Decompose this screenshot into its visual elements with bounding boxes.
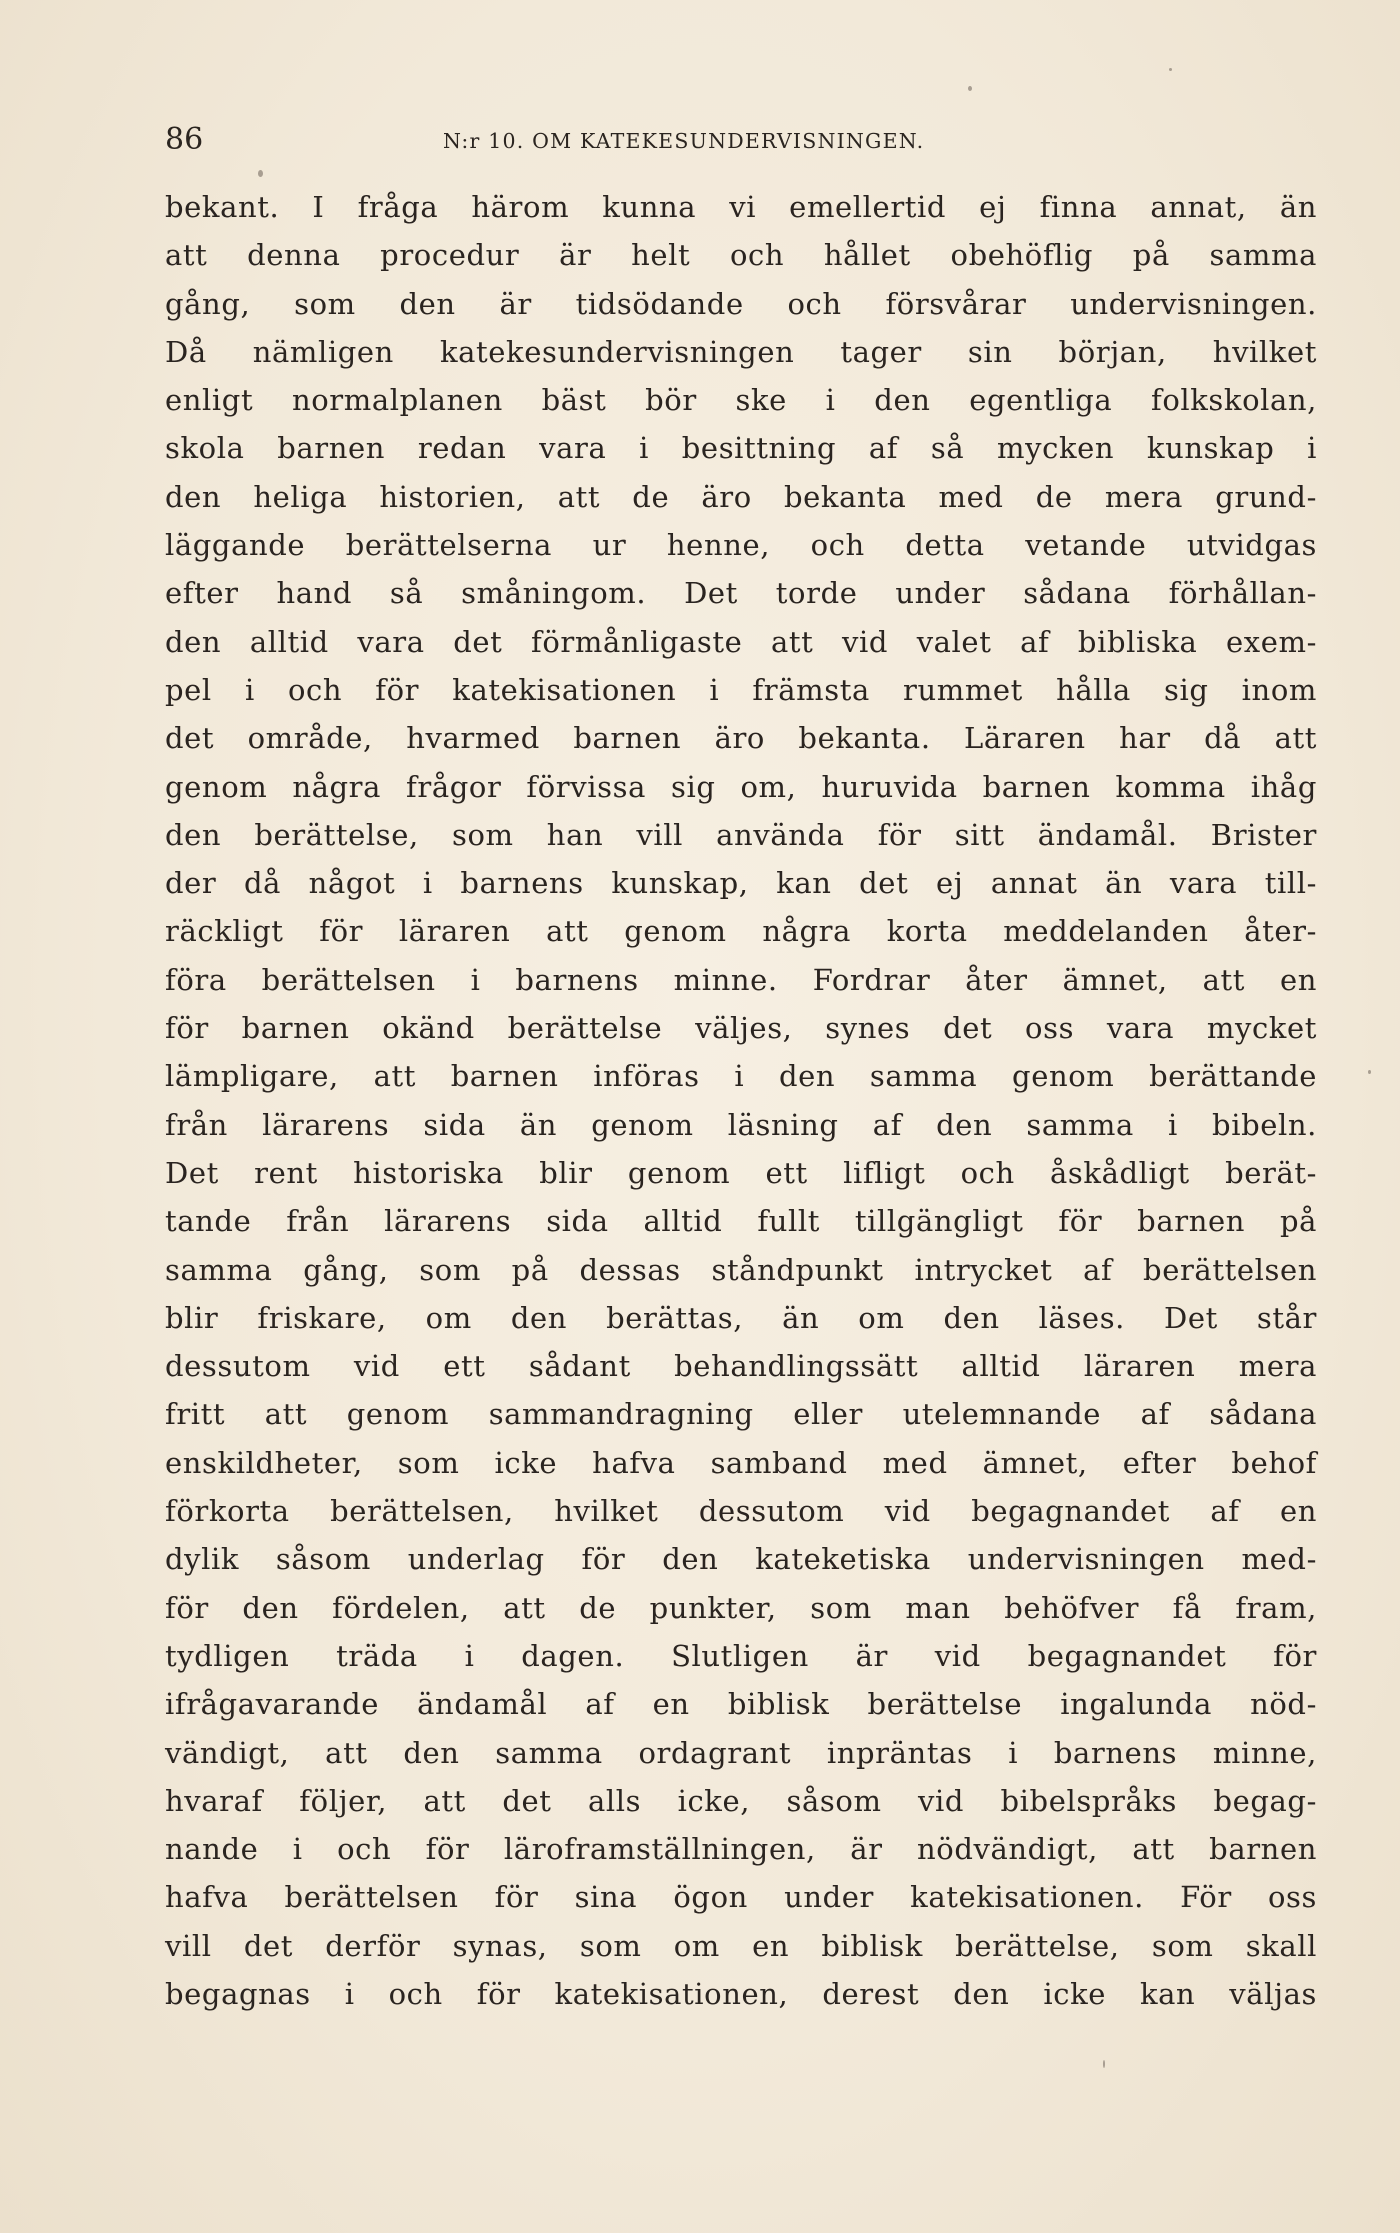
text-line: vill det derför synas, som om en biblisk berättelse, som skall xyxy=(165,1928,1317,1963)
paper-speck xyxy=(258,170,263,177)
text-line: begagnas i och för katekisationen, derest den icke kan väljas xyxy=(165,1976,1317,2011)
text-line: hafva berättelsen för sina ögon under katekisationen. För oss xyxy=(165,1880,1317,1915)
text-line: enligt normalplanen bäst bör ske i den egentliga folkskolan, xyxy=(165,383,1317,418)
text-line: läggande berättelserna ur henne, och detta vetande utvidgas xyxy=(165,528,1317,563)
text-line: förkorta berättelsen, hvilket dessutom vid begagnandet af en xyxy=(165,1494,1317,1529)
text-line: vändigt, att den samma ordagrant inpräntas i barnens minne, xyxy=(165,1735,1317,1770)
text-line: den berättelse, som han vill använda för sitt ändamål. Brister xyxy=(165,817,1317,852)
text-line: Det rent historiska blir genom ett lifligt och åskådligt berät- xyxy=(165,1155,1317,1190)
text-line: enskildheter, som icke hafva samband med ämnet, efter behof xyxy=(165,1445,1317,1480)
paper-speck xyxy=(1103,2060,1105,2068)
text-line: tande från lärarens sida alltid fullt tillgängligt för barnen på xyxy=(165,1204,1317,1239)
text-line: från lärarens sida än genom läsning af den samma i bibeln. xyxy=(165,1107,1317,1142)
text-line: att denna procedur är helt och hållet obehöflig på samma xyxy=(165,238,1317,273)
text-line: Då nämligen katekesundervisningen tager sin början, hvilket xyxy=(165,334,1317,369)
text-line: den heliga historien, att de äro bekanta med de mera grund- xyxy=(165,479,1317,514)
text-line: dessutom vid ett sådant behandlingssätt alltid läraren mera xyxy=(165,1349,1317,1384)
text-line: föra berättelsen i barnens minne. Fordrar åter ämnet, att en xyxy=(165,962,1317,997)
running-head xyxy=(165,122,1315,162)
paper-speck xyxy=(1368,1070,1371,1074)
text-line: för barnen okänd berättelse väljes, synes det oss vara mycket xyxy=(165,1011,1317,1046)
text-line: bekant. I fråga härom kunna vi emellertid ej finna annat, än xyxy=(165,190,1317,224)
text-line: tydligen träda i dagen. Slutligen är vid begagnandet för xyxy=(165,1638,1317,1673)
paper-speck xyxy=(968,86,972,91)
text-line: samma gång, som på dessas ståndpunkt intrycket af berättelsen xyxy=(165,1252,1317,1287)
text-line: der då något i barnens kunskap, kan det ej annat än vara till- xyxy=(165,866,1317,901)
text-line: fritt att genom sammandragning eller utelemnande af sådana xyxy=(165,1397,1317,1432)
text-line: lämpligare, att barnen införas i den samma genom berättande xyxy=(165,1059,1317,1094)
text-line: hvaraf följer, att det alls icke, såsom vid bibelspråks begag- xyxy=(165,1783,1317,1818)
text-line: för den fördelen, att de punkter, som man behöfver få fram, xyxy=(165,1590,1317,1625)
text-line: den alltid vara det förmånligaste att vid valet af bibliska exem- xyxy=(165,624,1317,659)
paper-speck xyxy=(1169,68,1172,71)
body-text xyxy=(165,183,1317,2018)
text-line: räckligt för läraren att genom några korta meddelanden åter- xyxy=(165,914,1317,949)
text-line: efter hand så småningom. Det torde under sådana förhållan- xyxy=(165,576,1317,611)
running-title: N:r 10. OM KATEKESUNDERVISNINGEN. xyxy=(443,129,925,153)
text-line: gång, som den är tidsödande och försvårar undervisningen. xyxy=(165,286,1317,321)
text-line: ifrågavarande ändamål af en biblisk berättelse ingalunda nöd- xyxy=(165,1687,1317,1722)
text-line: pel i och för katekisationen i främsta rummet hålla sig inom xyxy=(165,672,1317,707)
page-number: 86 xyxy=(165,122,204,157)
text-line: skola barnen redan vara i besittning af så mycken kunskap i xyxy=(165,431,1317,466)
text-line: det område, hvarmed barnen äro bekanta. Läraren har då att xyxy=(165,721,1317,756)
text-line: nande i och för läroframställningen, är nödvändigt, att barnen xyxy=(165,1832,1317,1867)
text-line: blir friskare, om den berättas, än om den läses. Det står xyxy=(165,1300,1317,1335)
text-line: dylik såsom underlag för den kateketiska undervisningen med- xyxy=(165,1542,1317,1577)
text-line: genom några frågor förvissa sig om, huruvida barnen komma ihåg xyxy=(165,769,1317,804)
